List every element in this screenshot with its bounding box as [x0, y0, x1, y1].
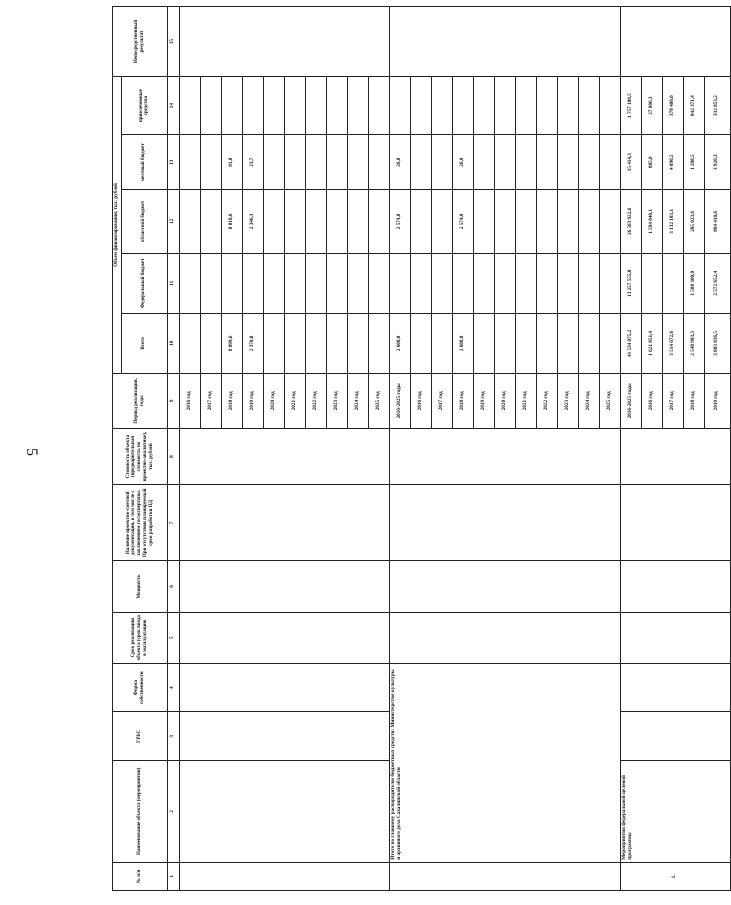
value-fed [557, 253, 578, 313]
value-fed [263, 253, 284, 313]
value-attr [221, 76, 242, 134]
empty-cell [179, 485, 389, 561]
value-loc: 3 920,3 [704, 135, 730, 190]
value-reg: 2 574,0 [389, 190, 410, 254]
value-loc [578, 135, 599, 190]
period-cell: 2016 год [641, 373, 662, 428]
value-fed [389, 253, 410, 313]
header-capacity: Мощность [113, 561, 168, 612]
value-fed [347, 253, 368, 313]
header-object-name: Наименование объекта (мероприятия) [113, 761, 168, 863]
value-attr: 842 371,4 [683, 76, 704, 134]
value-reg [557, 190, 578, 254]
empty-cell [620, 485, 730, 561]
value-fed [431, 253, 452, 313]
header-total: Всего [121, 313, 167, 373]
col-number: 4 [167, 663, 179, 712]
value-reg: 2 346,3 [242, 190, 263, 254]
value-fed [452, 253, 473, 313]
value-total: 3 514 672,6 [662, 313, 683, 373]
value-fed: 2 572 652,4 [704, 253, 730, 313]
value-reg: 26 503 922,6 [620, 190, 641, 254]
value-loc [557, 135, 578, 190]
period-cell: 2021 год [284, 373, 305, 428]
header-row-1 [113, 7, 122, 891]
value-total [557, 313, 578, 373]
value-total: 1 621 851,4 [641, 313, 662, 373]
object-name [179, 761, 389, 863]
period-cell: 2017 год [431, 373, 452, 428]
period-cell: 2022 год [536, 373, 557, 428]
value-reg [578, 190, 599, 254]
table-row [620, 7, 641, 891]
period-cell: 2016-2025 годы [620, 373, 641, 428]
value-attr [326, 76, 347, 134]
column-numbers-row [167, 7, 179, 891]
value-fed [578, 253, 599, 313]
value-fed [242, 253, 263, 313]
header-ownership: Форма собственности [113, 663, 168, 712]
value-attr [494, 76, 515, 134]
value-total [431, 313, 452, 373]
value-attr [179, 76, 200, 134]
value-attr [242, 76, 263, 134]
value-loc: 1 208,5 [683, 135, 704, 190]
value-fed [515, 253, 536, 313]
period-cell: 2021 год [515, 373, 536, 428]
value-attr [368, 76, 389, 134]
value-total [305, 313, 326, 373]
value-loc [410, 135, 431, 190]
value-loc: 81,0 [221, 135, 242, 190]
header-cost: Стоимость объекта (предварительная стоимость по проектно-аналитике), тыс. рублей [113, 428, 168, 485]
value-reg: 8 018,6 [221, 190, 242, 254]
value-loc: 26,0 [452, 135, 473, 190]
value-total [599, 313, 620, 373]
value-attr [305, 76, 326, 134]
value-loc [284, 135, 305, 190]
value-reg: 1 594 040,1 [641, 190, 662, 254]
value-loc [179, 135, 200, 190]
value-loc: 23,7 [242, 135, 263, 190]
value-loc: 15 414,3 [620, 135, 641, 190]
col-number: 9 [167, 373, 179, 428]
page-number: 5 [23, 448, 40, 456]
value-reg: 894 410,6 [704, 190, 730, 254]
result-cell [620, 7, 730, 77]
value-reg [494, 190, 515, 254]
value-reg [515, 190, 536, 254]
header-num: № п/п [113, 862, 168, 890]
value-total: 41 534 075,2 [620, 313, 641, 373]
value-attr [536, 76, 557, 134]
col-number: 2 [167, 761, 179, 863]
empty-cell [179, 663, 389, 712]
empty-cell [620, 663, 730, 712]
value-total: 2 370,0 [242, 313, 263, 373]
value-fed [641, 253, 662, 313]
value-total: 2 600,0 [389, 313, 410, 373]
col-number: 13 [167, 135, 179, 190]
value-loc: 26,0 [389, 135, 410, 190]
period-cell: 2025 год [368, 373, 389, 428]
empty-cell [389, 428, 620, 485]
value-reg [179, 190, 200, 254]
col-number: 8 [167, 428, 179, 485]
value-fed [410, 253, 431, 313]
value-total [284, 313, 305, 373]
value-reg [305, 190, 326, 254]
value-attr [578, 76, 599, 134]
value-fed: 13 257 555,8 [620, 253, 641, 313]
value-loc: 4 090,5 [662, 135, 683, 190]
period-cell: 2022 год [305, 373, 326, 428]
row-number: 1. [620, 862, 730, 890]
value-fed [284, 253, 305, 313]
value-loc [431, 135, 452, 190]
value-reg [410, 190, 431, 254]
result-cell [389, 7, 620, 77]
value-loc [200, 135, 221, 190]
value-total [578, 313, 599, 373]
period-cell: 2020 год [494, 373, 515, 428]
empty-cell [179, 712, 389, 761]
value-attr [599, 76, 620, 134]
col-number: 15 [167, 7, 179, 77]
period-cell: 2018 год [221, 373, 242, 428]
header-funding-group: Объем финансирования, тыс. рублей [113, 76, 122, 373]
result-cell [179, 7, 389, 77]
col-number: 10 [167, 313, 179, 373]
value-attr [410, 76, 431, 134]
period-cell: 2016-2025 годы [389, 373, 410, 428]
value-fed [473, 253, 494, 313]
value-fed [599, 253, 620, 313]
col-number: 14 [167, 76, 179, 134]
value-loc [494, 135, 515, 190]
period-cell: 2019 год [473, 373, 494, 428]
value-fed: 1 500 300,0 [683, 253, 704, 313]
empty-cell [620, 561, 730, 612]
value-loc [515, 135, 536, 190]
empty-cell [179, 561, 389, 612]
period-cell: 2018 год [683, 373, 704, 428]
value-loc [305, 135, 326, 190]
value-fed [221, 253, 242, 313]
value-reg [200, 190, 221, 254]
value-fed [662, 253, 683, 313]
value-fed [179, 253, 200, 313]
empty-cell [389, 561, 620, 612]
value-fed [326, 253, 347, 313]
value-loc [263, 135, 284, 190]
value-total: 2 600,0 [452, 313, 473, 373]
value-loc [536, 135, 557, 190]
value-attr [515, 76, 536, 134]
period-cell: 2016 год [179, 373, 200, 428]
value-reg: 3 132 183,1 [662, 190, 683, 254]
value-total [473, 313, 494, 373]
value-reg [263, 190, 284, 254]
period-cell: 2016 год [410, 373, 431, 428]
value-reg: 205 023,6 [683, 190, 704, 254]
value-fed [200, 253, 221, 313]
value-attr: 27 006,3 [641, 76, 662, 134]
row-number [389, 862, 620, 890]
value-loc [347, 135, 368, 190]
value-total [494, 313, 515, 373]
value-total [368, 313, 389, 373]
value-reg [284, 190, 305, 254]
value-fed [305, 253, 326, 313]
value-total: 3 803 836,5 [704, 313, 730, 373]
value-total [515, 313, 536, 373]
value-attr [452, 76, 473, 134]
empty-cell [179, 428, 389, 485]
value-total [179, 313, 200, 373]
header-federal: Федеральный бюджет [121, 253, 167, 313]
value-loc [599, 135, 620, 190]
header-attracted: привлеченные средства [121, 76, 167, 134]
object-name: Итого по главному распорядителю бюджетных средств: Министерство культуры и архивного дела Сахалинской области [389, 663, 620, 862]
row-number [179, 862, 389, 890]
value-fed [494, 253, 515, 313]
value-attr [557, 76, 578, 134]
value-reg [536, 190, 557, 254]
header-regional: областной бюджет [121, 190, 167, 254]
value-reg: 2 574,0 [452, 190, 473, 254]
value-attr: 1 757 180,5 [620, 76, 641, 134]
value-fed [368, 253, 389, 313]
value-attr: 378 400,0 [662, 76, 683, 134]
period-cell: 2023 год [326, 373, 347, 428]
period-cell: 2023 год [557, 373, 578, 428]
value-total [410, 313, 431, 373]
value-reg [326, 190, 347, 254]
period-cell: 2025 год [599, 373, 620, 428]
empty-cell [389, 485, 620, 561]
value-attr [200, 76, 221, 134]
value-reg [347, 190, 368, 254]
col-number: 6 [167, 561, 179, 612]
value-attr [263, 76, 284, 134]
period-cell: 2024 год [347, 373, 368, 428]
table-body [179, 7, 730, 891]
col-number: 12 [167, 190, 179, 254]
value-total [536, 313, 557, 373]
value-fed [536, 253, 557, 313]
period-cell: 2017 год [662, 373, 683, 428]
value-total [200, 313, 221, 373]
value-attr [284, 76, 305, 134]
value-reg [473, 190, 494, 254]
period-cell: 2018 год [452, 373, 473, 428]
period-cell: 2020 год [263, 373, 284, 428]
value-attr [473, 76, 494, 134]
value-reg [431, 190, 452, 254]
value-total [263, 313, 284, 373]
value-loc [473, 135, 494, 190]
empty-cell [179, 612, 389, 663]
header-psd: Наличие проектно-сметной документации, в том числе с заключением госэкспертизы. При отсутствии планируемый срок разработки ПД [113, 485, 168, 561]
col-number: 11 [167, 253, 179, 313]
empty-cell [620, 428, 730, 485]
header-period: Период реализации, годы [113, 373, 168, 428]
value-attr [389, 76, 410, 134]
value-loc [326, 135, 347, 190]
financing-table [112, 6, 731, 891]
value-total [326, 313, 347, 373]
value-total [347, 313, 368, 373]
value-attr [431, 76, 452, 134]
empty-cell [620, 612, 730, 663]
col-number: 1 [167, 862, 179, 890]
header-local: местный бюджет [121, 135, 167, 190]
period-cell: 2019 год [704, 373, 730, 428]
header-result: Непосредственный результат [113, 7, 168, 77]
value-loc: 805,0 [641, 135, 662, 190]
header-grbs: ГРБС [113, 712, 168, 761]
value-reg [599, 190, 620, 254]
col-number: 3 [167, 712, 179, 761]
empty-cell [389, 612, 620, 663]
period-cell: 2024 год [578, 373, 599, 428]
empty-cell [620, 712, 730, 761]
value-reg [368, 190, 389, 254]
value-loc [368, 135, 389, 190]
value-total: 2 548 903,3 [683, 313, 704, 373]
object-name: Мероприятия федеральной целевой программы [620, 761, 730, 863]
col-number: 7 [167, 485, 179, 561]
header-term: Срок реализации объекта (срок ввода в эксплуатацию [113, 612, 168, 663]
table-row [179, 7, 200, 891]
value-total: 8 099,6 [221, 313, 242, 373]
value-attr: 332 853,2 [704, 76, 730, 134]
value-attr [347, 76, 368, 134]
period-cell: 2017 год [200, 373, 221, 428]
table-row [389, 7, 410, 891]
col-number: 5 [167, 612, 179, 663]
period-cell: 2019 год [242, 373, 263, 428]
